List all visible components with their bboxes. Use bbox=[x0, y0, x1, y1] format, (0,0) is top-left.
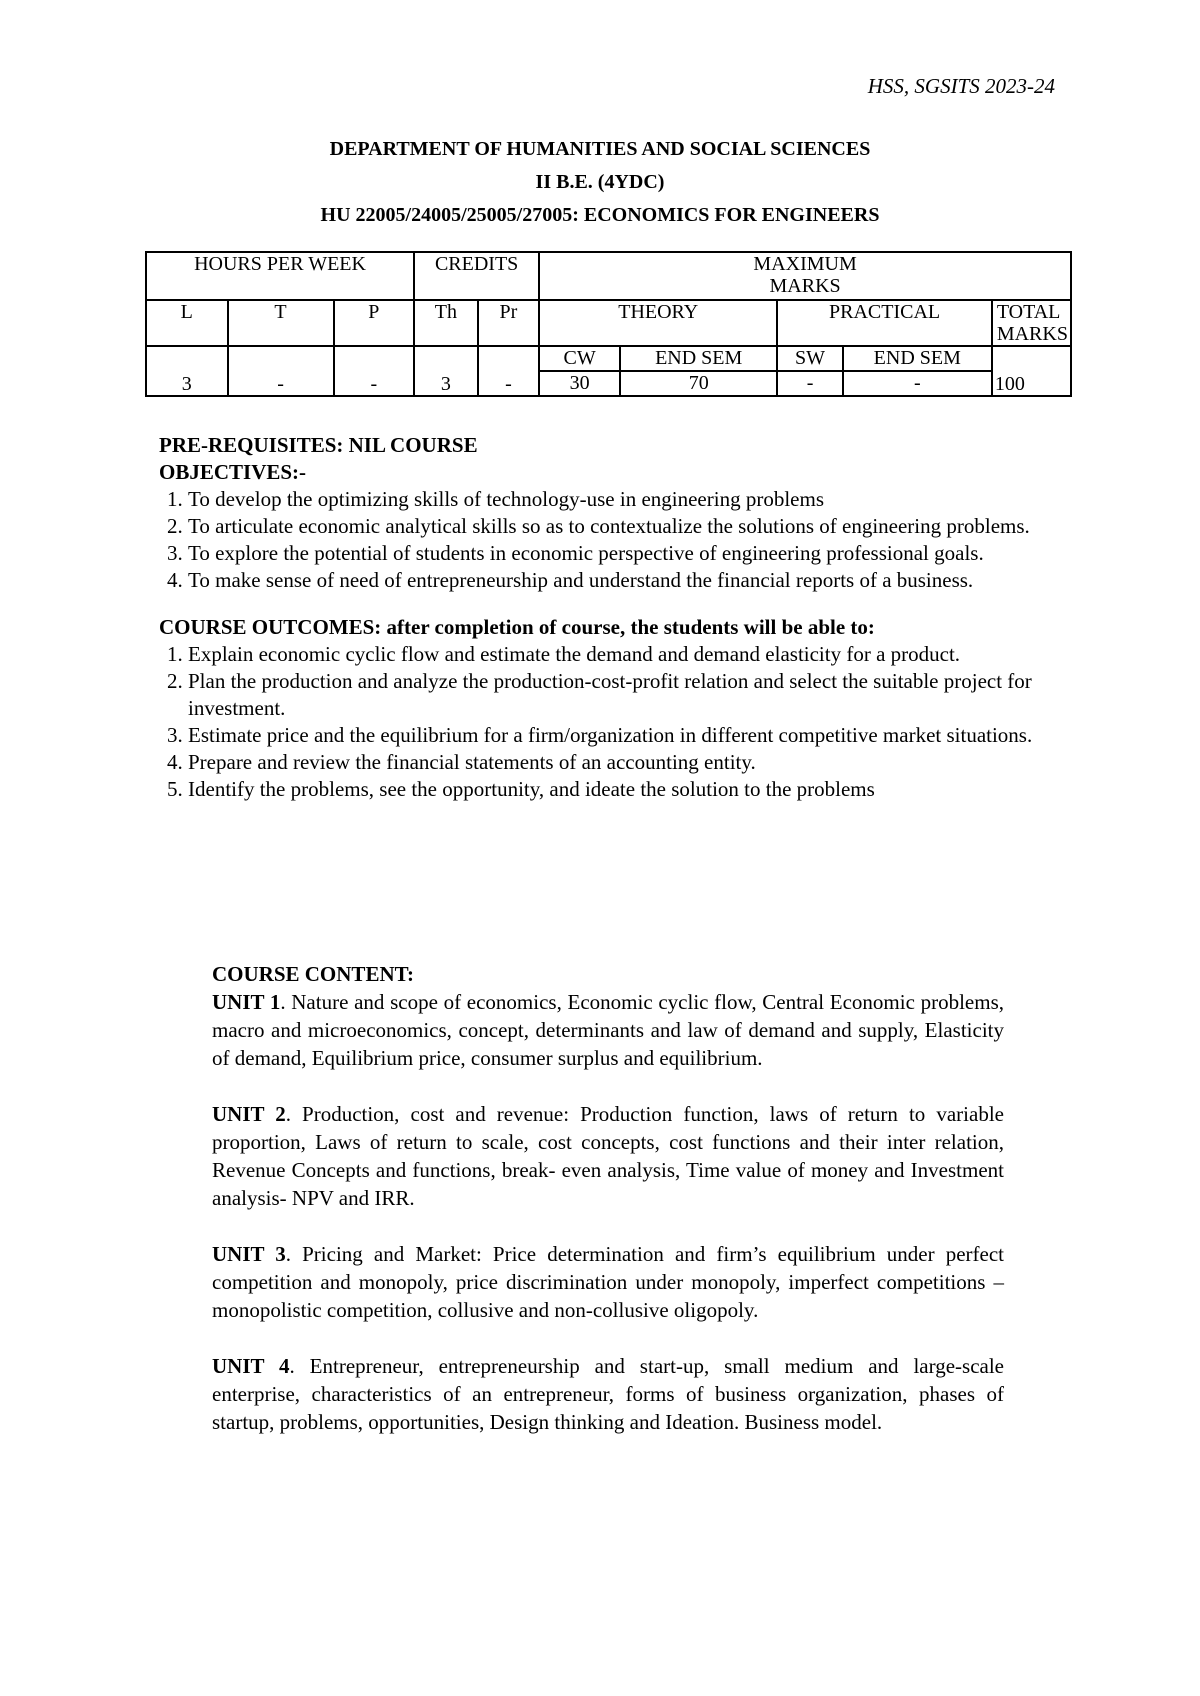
cw-value: 30 bbox=[539, 371, 620, 396]
credits-header: CREDITS bbox=[414, 252, 539, 300]
th-value: 3 bbox=[414, 346, 478, 396]
list-item: 2. Plan the production and analyze the production-cost-profit relation and select the suitable project for investment. bbox=[188, 668, 1064, 722]
main-content bbox=[159, 432, 1064, 803]
department-title: DEPARTMENT OF HUMANITIES AND SOCIAL SCIENCES bbox=[329, 138, 871, 160]
p-value: - bbox=[334, 346, 415, 396]
program-title: II B.E. (4YDC) bbox=[535, 171, 665, 193]
title-block bbox=[0, 133, 1200, 232]
unit-1 bbox=[212, 988, 1004, 1072]
course-content-heading: COURSE CONTENT: bbox=[212, 962, 415, 986]
total-marks-header: TOTAL MARKS bbox=[992, 300, 1071, 346]
institution-header: HSS, SGSITS 2023-24 bbox=[867, 74, 1055, 98]
pr-value: - bbox=[478, 346, 540, 396]
objectives-heading: OBJECTIVES:- bbox=[159, 460, 307, 484]
sw-value: - bbox=[777, 371, 842, 396]
list-item: 4. To make sense of need of entrepreneurship and understand the financial reports of a business. bbox=[188, 567, 1064, 594]
t-value: - bbox=[228, 346, 334, 396]
list-item: 1. Explain economic cyclic flow and estimate the demand and demand elasticity for a product. bbox=[188, 641, 1064, 668]
list-item: 3. Estimate price and the equilibrium for a firm/organization in different competitive market situations. bbox=[188, 722, 1064, 749]
unit-2-label: UNIT 2 bbox=[212, 1102, 286, 1126]
practical-header: PRACTICAL bbox=[777, 300, 992, 346]
unit-4-text: . Entrepreneur, entrepreneurship and start-up, small medium and large-scale enterprise, characteristics of an entrepreneur, forms of business organization, phases of startup, problems, opportunities, Design thinking and Ideation. Business model. bbox=[212, 1354, 1004, 1434]
list-item: 3. To explore the potential of students in economic perspective of engineering professional goals. bbox=[188, 540, 1064, 567]
unit-2-text: . Production, cost and revenue: Production function, laws of return to variable proportion, Laws of return to scale, cost concepts, cost functions and their inter relation, Revenue Concepts and functions, break- even analysis, Time value of money and Investment analysis- NPV and IRR. bbox=[212, 1102, 1004, 1210]
cw-header: CW bbox=[539, 346, 620, 371]
end-sem-practical-header: END SEM bbox=[843, 346, 992, 371]
unit-4 bbox=[212, 1352, 1004, 1436]
t-header: T bbox=[228, 300, 334, 346]
end-sem-practical-value: - bbox=[843, 371, 992, 396]
list-item: 2. To articulate economic analytical skills so as to contextualize the solutions of engineering problems. bbox=[188, 513, 1064, 540]
hours-per-week-header: HOURS PER WEEK bbox=[146, 252, 414, 300]
prerequisites-heading: PRE-REQUISITES: NIL COURSE bbox=[159, 433, 478, 457]
outcomes-list bbox=[159, 641, 1064, 803]
list-item: 4. Prepare and review the financial statements of an accounting entity. bbox=[188, 749, 1064, 776]
course-content bbox=[212, 960, 1004, 1464]
th-header: Th bbox=[414, 300, 478, 346]
l-header: L bbox=[146, 300, 228, 346]
p-header: P bbox=[334, 300, 415, 346]
objectives-list bbox=[159, 486, 1064, 594]
unit-3-label: UNIT 3 bbox=[212, 1242, 286, 1266]
list-item: 5. Identify the problems, see the opportunity, and ideate the solution to the problems bbox=[188, 776, 1064, 803]
unit-1-label: UNIT 1 bbox=[212, 990, 281, 1014]
unit-1-text: . Nature and scope of economics, Economic cyclic flow, Central Economic problems, macro and microeconomics, concept, determinants and law of demand and supply, Elasticity of demand, Equilibrium price, consumer surplus and equilibrium. bbox=[212, 990, 1004, 1070]
end-sem-header: END SEM bbox=[620, 346, 777, 371]
unit-4-label: UNIT 4 bbox=[212, 1354, 290, 1378]
course-title: HU 22005/24005/25005/27005: ECONOMICS FOR ENGINEERS bbox=[320, 204, 880, 226]
unit-3 bbox=[212, 1240, 1004, 1324]
maximum-marks-header bbox=[539, 252, 1071, 300]
l-value: 3 bbox=[146, 346, 228, 396]
end-sem-value: 70 bbox=[620, 371, 777, 396]
sw-header: SW bbox=[777, 346, 842, 371]
unit-2 bbox=[212, 1100, 1004, 1212]
theory-header: THEORY bbox=[539, 300, 777, 346]
maximum-marks-label: MAXIMUM MARKS bbox=[753, 253, 857, 297]
list-item: 1. To develop the optimizing skills of technology-use in engineering problems bbox=[188, 486, 1064, 513]
total-value: 100 bbox=[992, 346, 1071, 396]
marks-table bbox=[145, 251, 1072, 397]
pr-header: Pr bbox=[478, 300, 540, 346]
unit-3-text: . Pricing and Market: Price determination and firm’s equilibrium under perfect competition and monopoly, price discrimination under monopoly, imperfect competitions – monopolistic competition, collusive and non-collusive oligopoly. bbox=[212, 1242, 1004, 1322]
outcomes-heading: COURSE OUTCOMES: after completion of course, the students will be able to: bbox=[159, 615, 875, 639]
